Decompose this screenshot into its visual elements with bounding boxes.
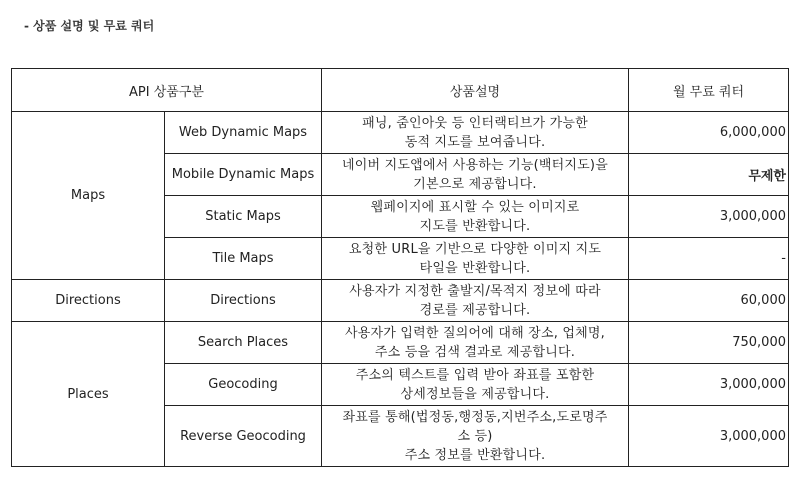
table-header-row [12,69,789,112]
product-description: 좌표를 통해(법정동,행정동,지번주소,도로명주 소 등) 주소 정보를 반환합니다. [322,406,629,467]
product-description: 사용자가 지정한 출발지/목적지 정보에 따라 경로를 제공합니다. [322,280,629,322]
table-row [12,280,789,322]
product-name: Geocoding [165,364,322,406]
product-name: Tile Maps [165,238,322,280]
product-description: 사용자가 입력한 질의어에 대해 장소, 업체명, 주소 등을 검색 결과로 제공합니다. [322,322,629,364]
product-name: Static Maps [165,196,322,238]
product-name: Search Places [165,322,322,364]
section-heading: - 상품 설명 및 무료 쿼터 [24,19,155,33]
product-quota-table [11,68,789,467]
product-description: 웹페이지에 표시할 수 있는 이미지로 지도를 반환합니다. [322,196,629,238]
group-name-maps: Maps [12,112,165,280]
product-description: 요청한 URL을 기반으로 다양한 이미지 지도 타일을 반환합니다. [322,238,629,280]
free-quota: 3,000,000 [629,406,789,467]
free-quota: 무제한 [629,154,789,196]
group-name-places: Places [12,322,165,467]
header-free-quota: 월 무료 쿼터 [629,69,789,112]
product-name: Mobile Dynamic Maps [165,154,322,196]
header-api-category: API 상품구분 [12,69,322,112]
table-row [12,322,789,364]
product-name: Reverse Geocoding [165,406,322,467]
product-description: 네이버 지도앱에서 사용하는 기능(백터지도)을 기본으로 제공합니다. [322,154,629,196]
free-quota: 6,000,000 [629,112,789,154]
table-row [12,112,789,154]
free-quota: 3,000,000 [629,196,789,238]
free-quota: 750,000 [629,322,789,364]
product-description: 주소의 텍스트를 입력 받아 좌표를 포함한 상세정보들을 제공합니다. [322,364,629,406]
free-quota: - [629,238,789,280]
group-name-directions: Directions [12,280,165,322]
free-quota: 3,000,000 [629,364,789,406]
product-name: Directions [165,280,322,322]
header-description: 상품설명 [322,69,629,112]
product-description: 패닝, 줌인아웃 등 인터랙티브가 가능한 동적 지도를 보여줍니다. [322,112,629,154]
free-quota: 60,000 [629,280,789,322]
product-name: Web Dynamic Maps [165,112,322,154]
